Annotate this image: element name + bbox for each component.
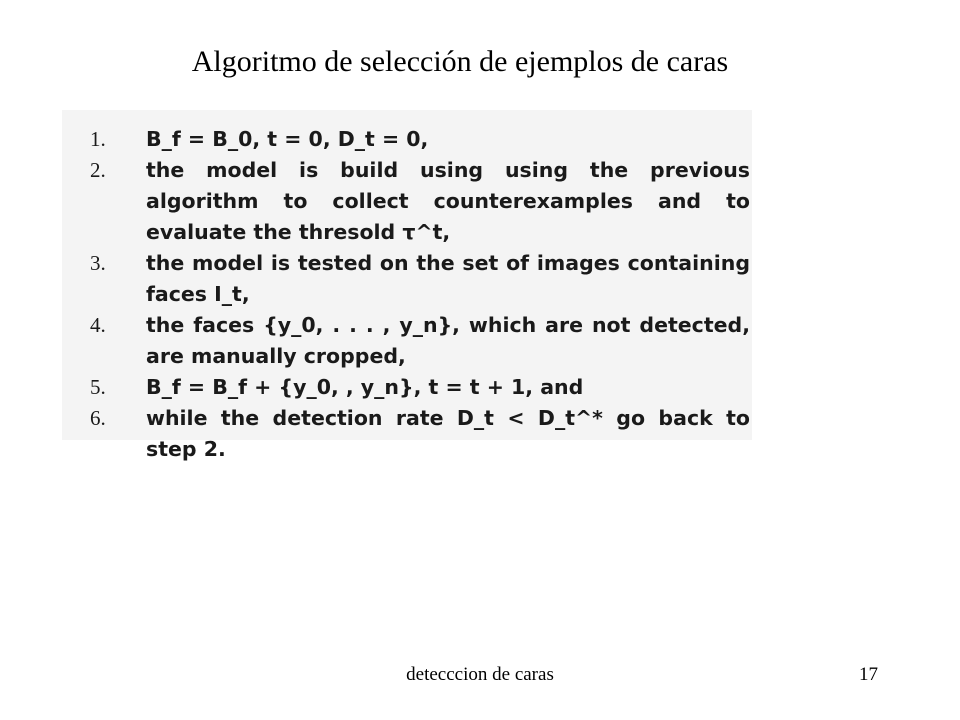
algorithm-step (90, 248, 750, 310)
algorithm-step (90, 310, 750, 372)
step-number: 1. (90, 127, 106, 151)
algorithm-step (90, 124, 750, 155)
step-text: B_f = B_0, t = 0, D_t = 0, (146, 127, 429, 151)
algorithm-step (90, 155, 750, 248)
footer-text: detecccion de caras (406, 664, 554, 685)
page-number: 17 (859, 664, 878, 685)
step-text: the faces {y_0, . . . , y_n}, which are not detected, are manually cropped, (146, 313, 750, 368)
algorithm-step (90, 403, 750, 465)
algorithm-steps (90, 124, 750, 465)
step-number: 5. (90, 375, 106, 399)
step-number: 4. (90, 313, 106, 337)
step-number: 3. (90, 251, 106, 275)
step-text: while the detection rate D_t < D_t^* go back to step 2. (146, 406, 750, 461)
slide-title: Algoritmo de selección de ejemplos de caras (191, 45, 729, 78)
algorithm-step (90, 372, 750, 403)
step-number: 6. (90, 406, 106, 430)
step-text: the model is build using using the previous algorithm to collect counterexamples and to evaluate the thresold τ^t, (146, 158, 750, 244)
step-text: B_f = B_f + {y_0, , y_n}, t = t + 1, and (146, 375, 584, 399)
step-text: the model is tested on the set of images containing faces I_t, (146, 251, 750, 306)
step-number: 2. (90, 158, 106, 182)
